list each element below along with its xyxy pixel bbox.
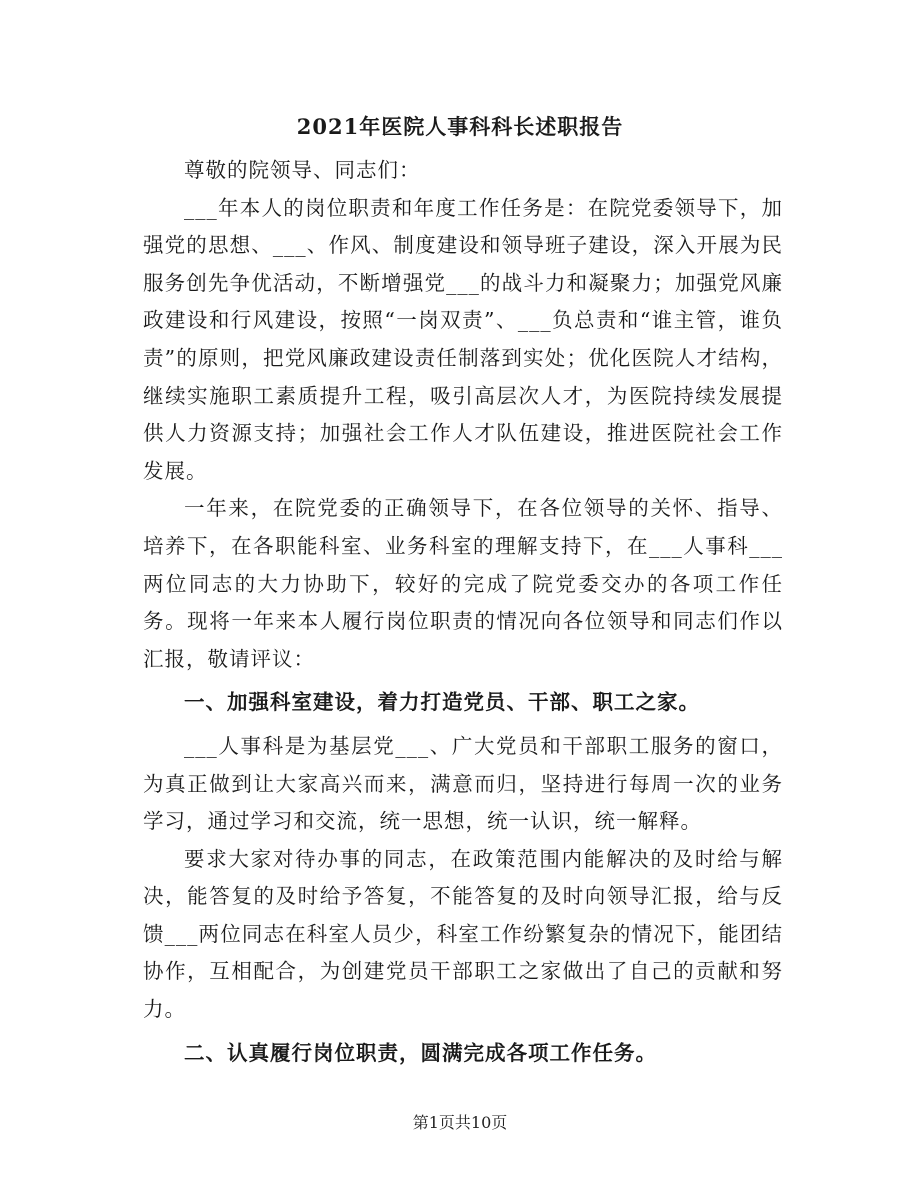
- section-heading-2: 二、认真履行岗位职责，圆满完成各项工作任务。: [184, 1040, 657, 1065]
- section-heading-1: 一、加强科室建设，着力打造党员、干部、职工之家。: [184, 690, 700, 715]
- paragraph-window-service: ___人事科是为基层党___、广大党员和干部职工服务的窗口，为真正做到让大家高兴而来，满意而归，坚持进行每周一次的业务学习，通过学习和交流，统一思想，统一认识，统一解释。: [143, 733, 783, 834]
- paragraph-duties: ___年本人的岗位职责和年度工作任务是：在院党委领导下，加强党的思想、___、作风、制度建设和领导班子建设，深入开展为民服务创先争优活动，不断增强党___的战斗力和凝聚力；加强党风廉政建设和行风建设，按照“一岗双责”、___负总责和“谁主管，谁负责”的原则，把党风廉政建设责任制落到实处；优化医院人才结构，继续实施职工素质提升工程，吸引高层次人才，为医院持续发展提供人力资源支持；加强社会工作人才队伍建设，推进医院社会工作发展。: [143, 195, 783, 483]
- paragraph-requirements: 要求大家对待办事的同志，在政策范围内能解决的及时给与解决，能答复的及时给予答复，不能答复的及时向领导汇报，给与反馈___两位同志在科室人员少，科室工作纷繁复杂的情况下，能团结协作，互相配合，为创建党员干部职工之家做出了自己的贡献和努力。: [143, 846, 783, 1022]
- page-number-footer: 第1页共10页: [412, 1113, 508, 1132]
- document-title: 2021年医院人事科科长述职报告: [296, 114, 624, 139]
- document-body: [143, 152, 783, 1078]
- salutation: 尊敬的院领导、同志们：: [184, 158, 421, 182]
- paragraph-overview: 一年来，在院党委的正确领导下，在各位领导的关怀、指导、培养下，在各职能科室、业务科室的理解支持下，在___人事科___两位同志的大力协助下，较好的完成了院党委交办的各项工作任务。现将一年来本人履行岗位职责的情况向各位领导和同志们作以汇报，敬请评议：: [143, 496, 783, 671]
